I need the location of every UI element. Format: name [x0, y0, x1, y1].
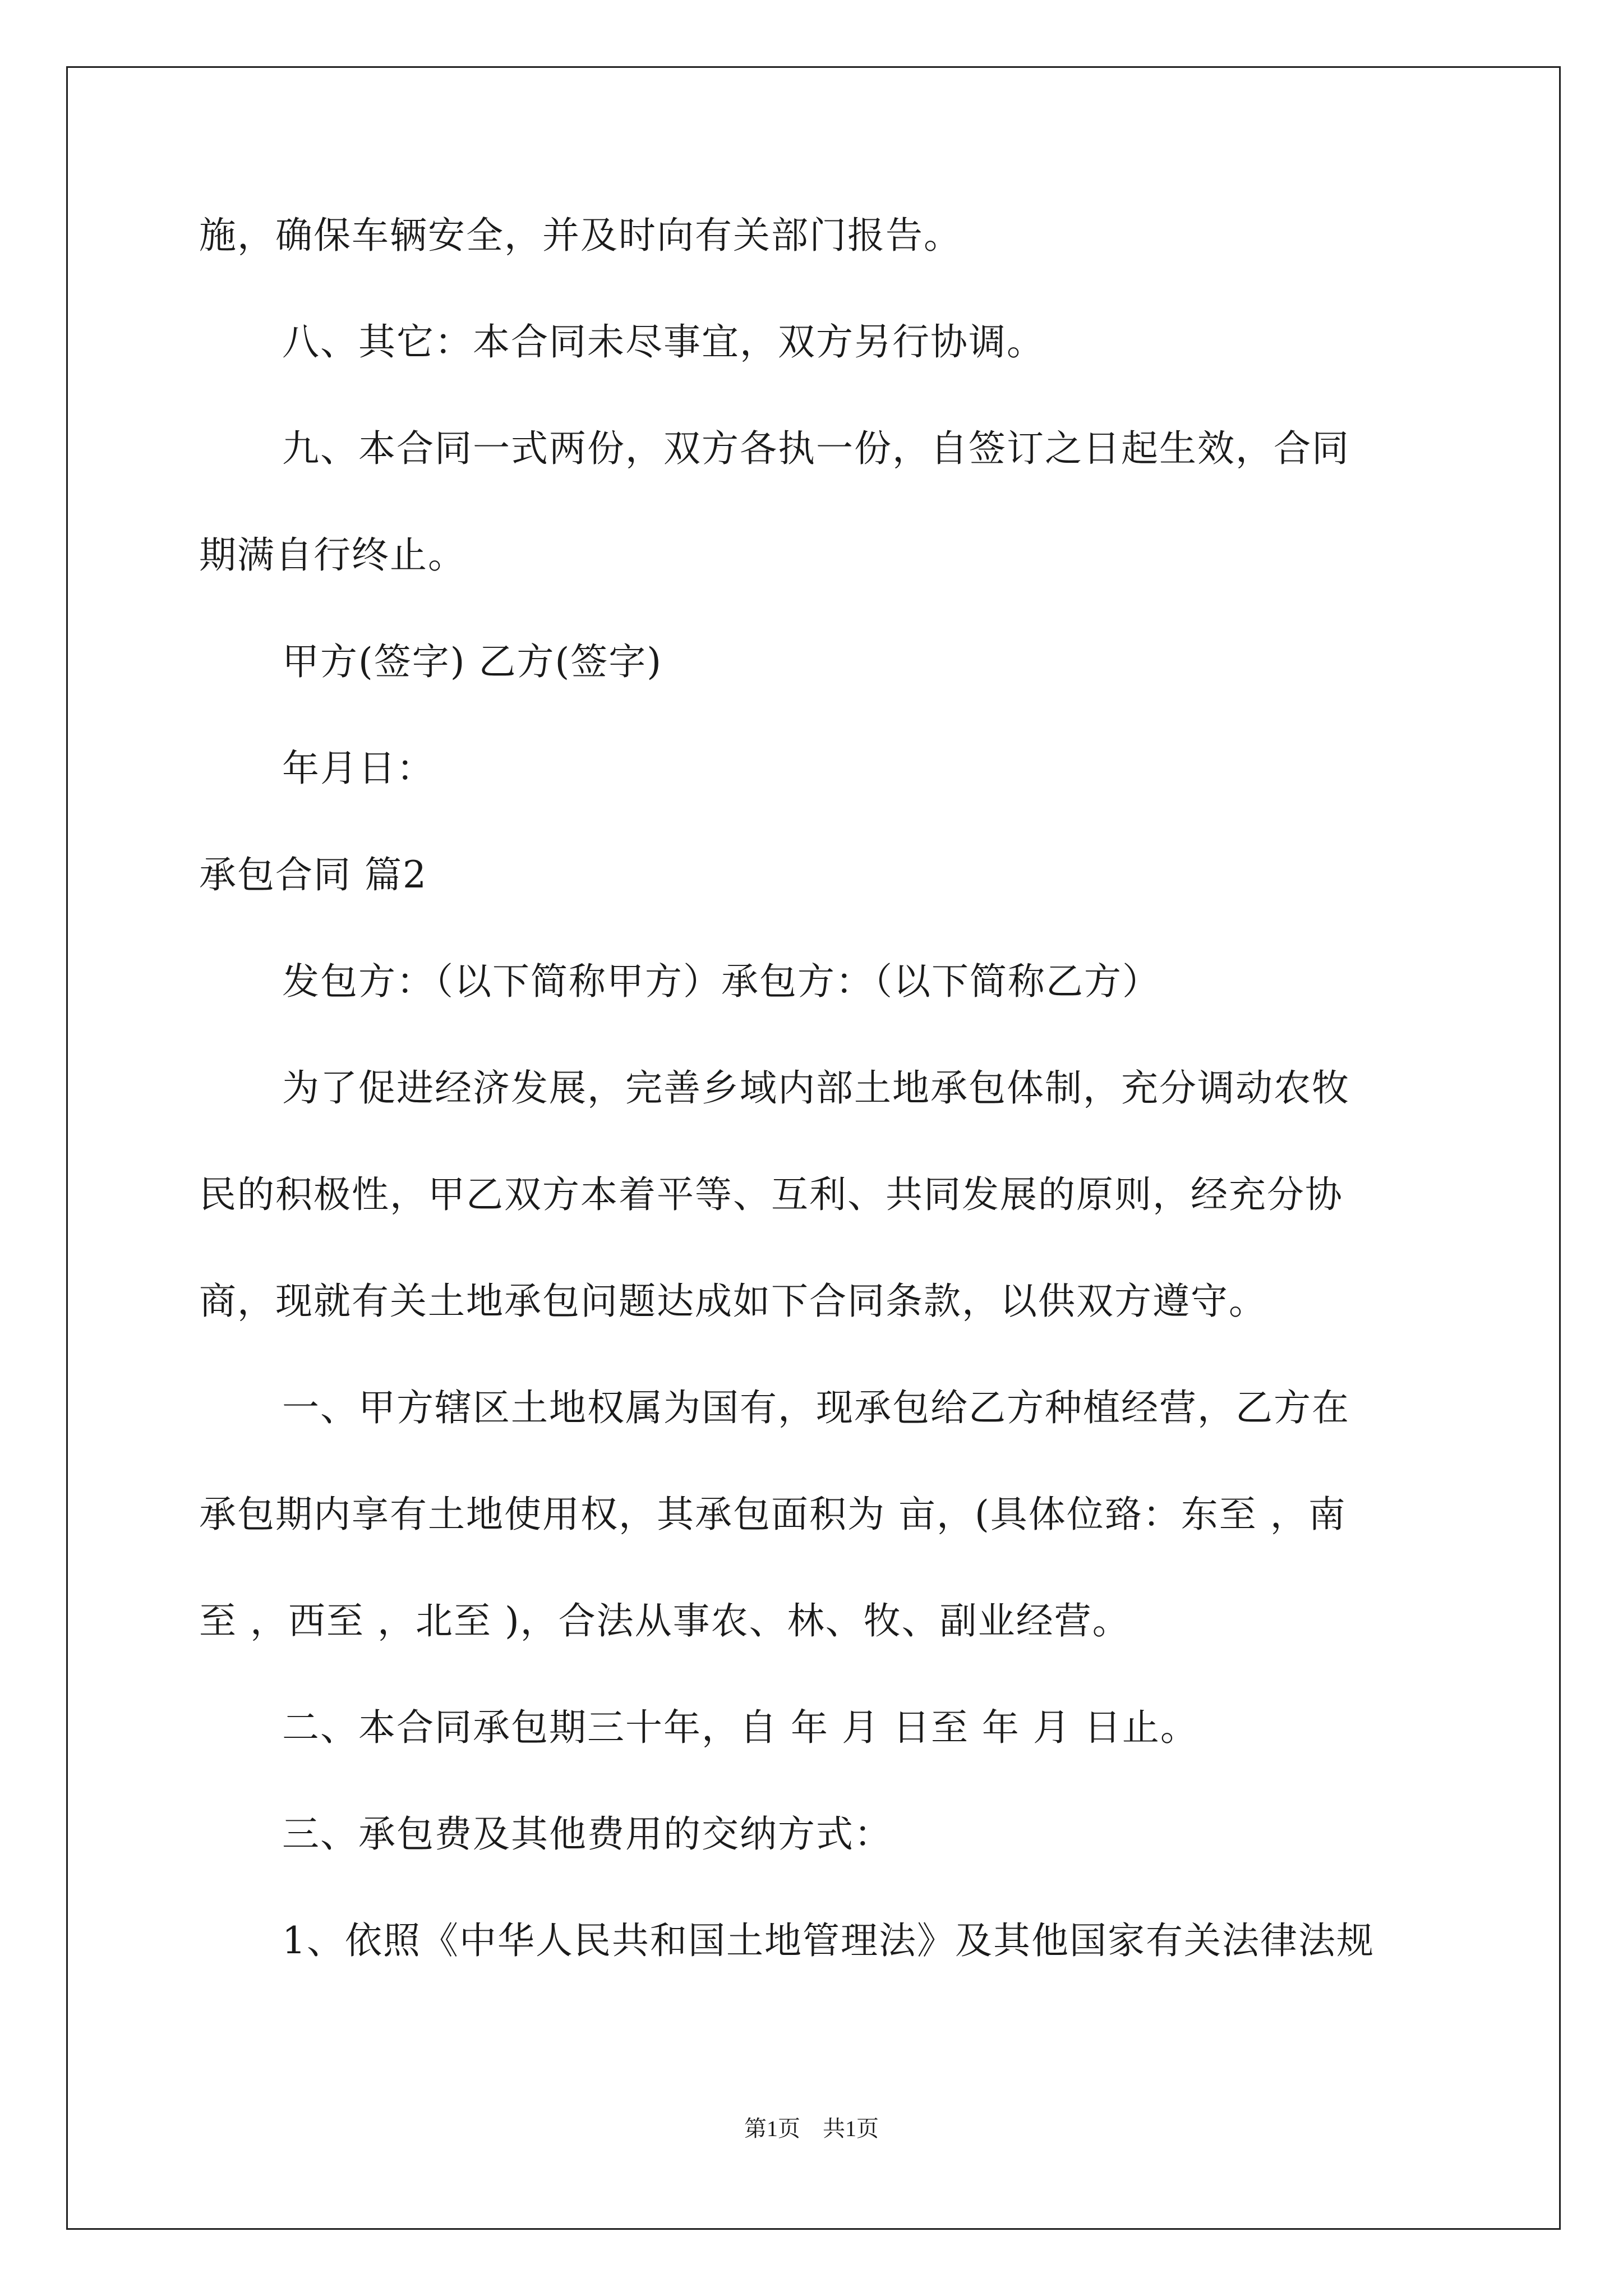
text-line: 年月日： — [282, 747, 435, 790]
section-heading: 承包合同 篇2 — [199, 853, 427, 896]
text-line: 九、本合同一式两份，双方各执一份，自签订之日起生效，合同 — [282, 427, 1350, 470]
text-line: 甲方(签字) 乙方(签字) — [282, 640, 662, 683]
text-line: 一、甲方辖区土地权属为国有，现承包给乙方种植经营，乙方在 — [282, 1386, 1350, 1429]
text-line: 施，确保车辆安全，并及时向有关部门报告。 — [199, 214, 962, 257]
text-line: 发包方：（以下简称甲方）承包方：（以下简称乙方） — [282, 960, 1160, 1003]
page-border — [66, 66, 1561, 2230]
text-line: 为了促进经济发展，完善乡域内部土地承包体制，充分调动农牧 — [282, 1066, 1350, 1110]
page-number-footer: 第1页 共1页 — [744, 2116, 879, 2141]
text-line: 商，现就有关土地承包问题达成如下合同条款，以供双方遵守。 — [199, 1280, 1267, 1323]
text-line: 至 ，西至 ，北至 )，合法从事农、林、牧、副业经营。 — [199, 1599, 1131, 1642]
text-line: 承包期内享有土地使用权，其承包面积为 亩，(具体位臵：东至 ，南 — [199, 1493, 1347, 1536]
text-line: 1、依照《中华人民共和国土地管理法》及其他国家有关法律法规 — [282, 1919, 1375, 1962]
text-line: 二、本合同承包期三十年，自 年 月 日至 年 月 日止。 — [282, 1706, 1198, 1749]
text-line: 民的积极性，甲乙双方本着平等、互利、共同发展的原则，经充分协 — [199, 1173, 1343, 1216]
text-line: 三、承包费及其他费用的交纳方式： — [282, 1812, 892, 1856]
text-line: 八、其它：本合同未尽事宜，双方另行协调。 — [282, 320, 1045, 364]
text-line: 期满自行终止。 — [199, 533, 466, 577]
